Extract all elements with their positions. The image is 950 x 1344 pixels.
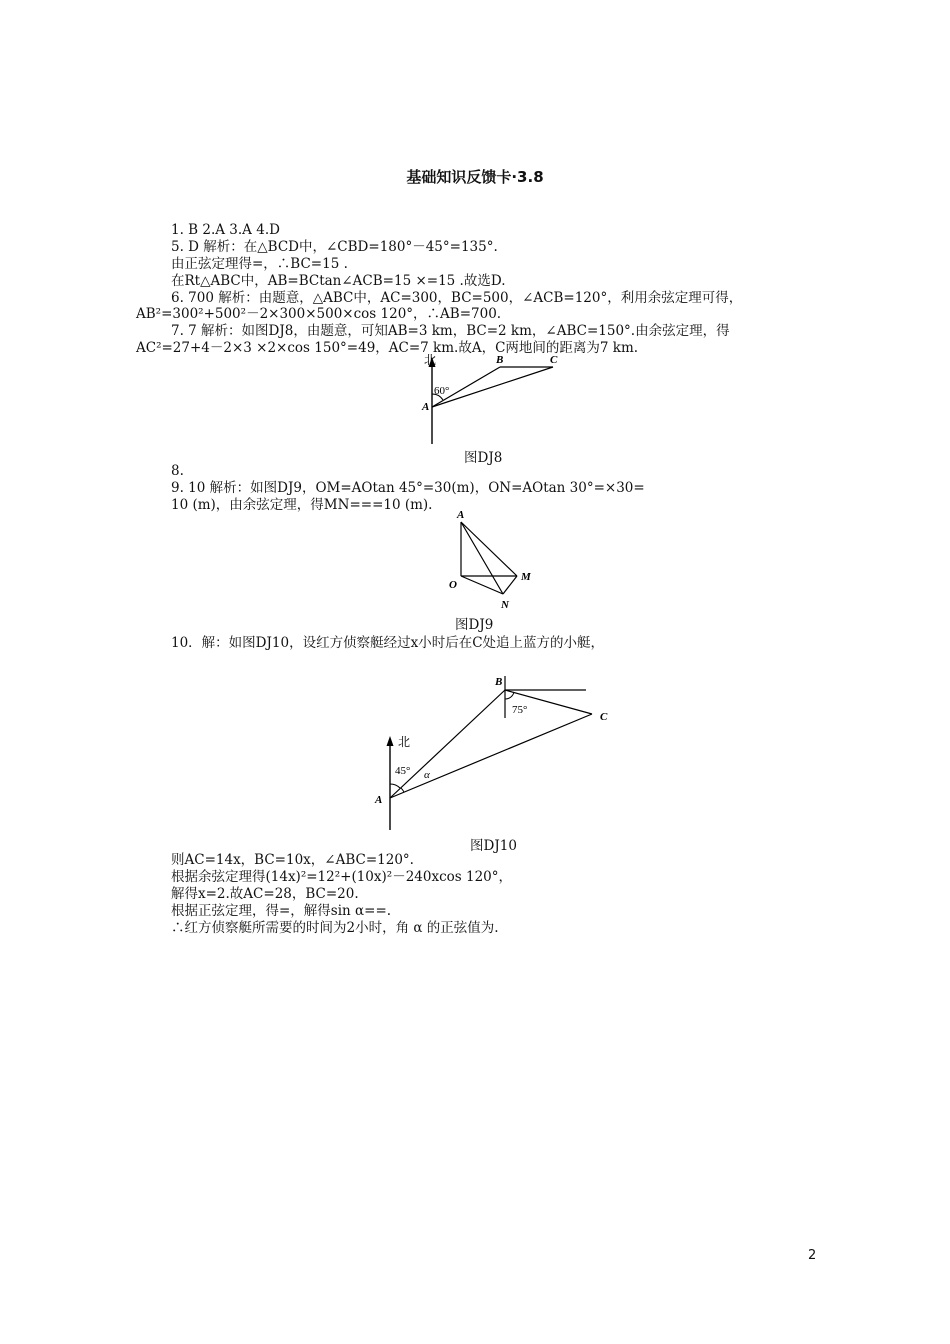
answer-line-3: 由正弦定理得=，∴BC=15 . [171,256,348,272]
svg-text:45°: 45° [395,765,411,777]
answer-line-12: 10．解：如图DJ10，设红方侦察艇经过x小时后在C处追上蓝方的小艇， [171,635,605,651]
svg-text:N: N [501,599,509,611]
answer-line-9: 8. [171,463,184,479]
svg-text:A: A [457,509,465,521]
answer-line-14: 根据余弦定理得(14x)²=12²+(10x)²－240xcos 120°， [171,869,512,885]
answer-line-1: 1. B 2.A 3.A 4.D [171,222,280,238]
north-label: 北 [424,353,437,367]
figure-dj8 [410,352,590,447]
figure-dj10 [370,668,610,833]
answer-line-4: 在Rt△ABC中，AB=BCtan∠ACB=15 ×=15 .故选D. [171,273,506,289]
answer-line-15: 解得x=2.故AC=28，BC=20. [171,886,359,902]
answer-line-13: 则AC=14x，BC=10x，∠ABC=120°. [171,852,414,868]
north-arrow-head [387,736,394,746]
answer-line-17: ∴红方侦察艇所需要的时间为2小时，角 α 的正弦值为. [171,920,499,936]
answer-line-2: 5. D 解析：在△BCD中，∠CBD=180°－45°=135°. [171,239,498,255]
svg-text:A: A [422,401,430,413]
svg-text:O: O [449,579,457,591]
answer-line-7: 7. 7 解析：如图DJ8，由题意，可知AB=3 km，BC=2 km，∠ABC=150°.由余弦定理，得 [171,323,730,339]
answer-line-16: 根据正弦定理，得=，解得sin α==. [171,903,392,919]
answer-line-6: AB²=300²+500²－2×300×500×cos 120°，∴AB=700. [136,306,502,322]
figure-dj8-caption: 图DJ8 [464,450,503,466]
svg-text:A: A [375,794,383,806]
angle-label: 60° [434,385,450,397]
figure-dj9-caption: 图DJ9 [455,617,494,633]
page-number: 2 [808,1248,817,1263]
north-label: 北 [398,735,411,749]
answer-line-10: 9. 10 解析：如图DJ9，OM=AOtan 45°=30(m)，ON=AOtan 30°=×30= [171,480,645,496]
svg-text:B: B [496,354,504,366]
figure-dj9 [445,508,545,618]
svg-text:75°: 75° [512,704,528,716]
answer-line-5: 6. 700 解析：由题意，△ABC中，AC=300，BC=500，∠ACB=120°，利用余弦定理可得， [171,290,743,306]
answer-line-11: 10 (m)，由余弦定理，得MN===10 (m). [171,497,433,513]
answer-line-8: AC²=27+4－2×3 ×2×cos 150°=49，AC=7 km.故A，C两地间的距离为7 km. [136,340,639,356]
svg-text:M: M [521,571,531,583]
svg-text:α: α [424,769,430,781]
svg-text:C: C [550,354,558,366]
page-title: 基础知识反馈卡·3.8 [406,168,544,186]
figure-dj10-caption: 图DJ10 [470,838,517,854]
svg-text:B: B [495,676,503,688]
svg-text:C: C [600,711,608,723]
